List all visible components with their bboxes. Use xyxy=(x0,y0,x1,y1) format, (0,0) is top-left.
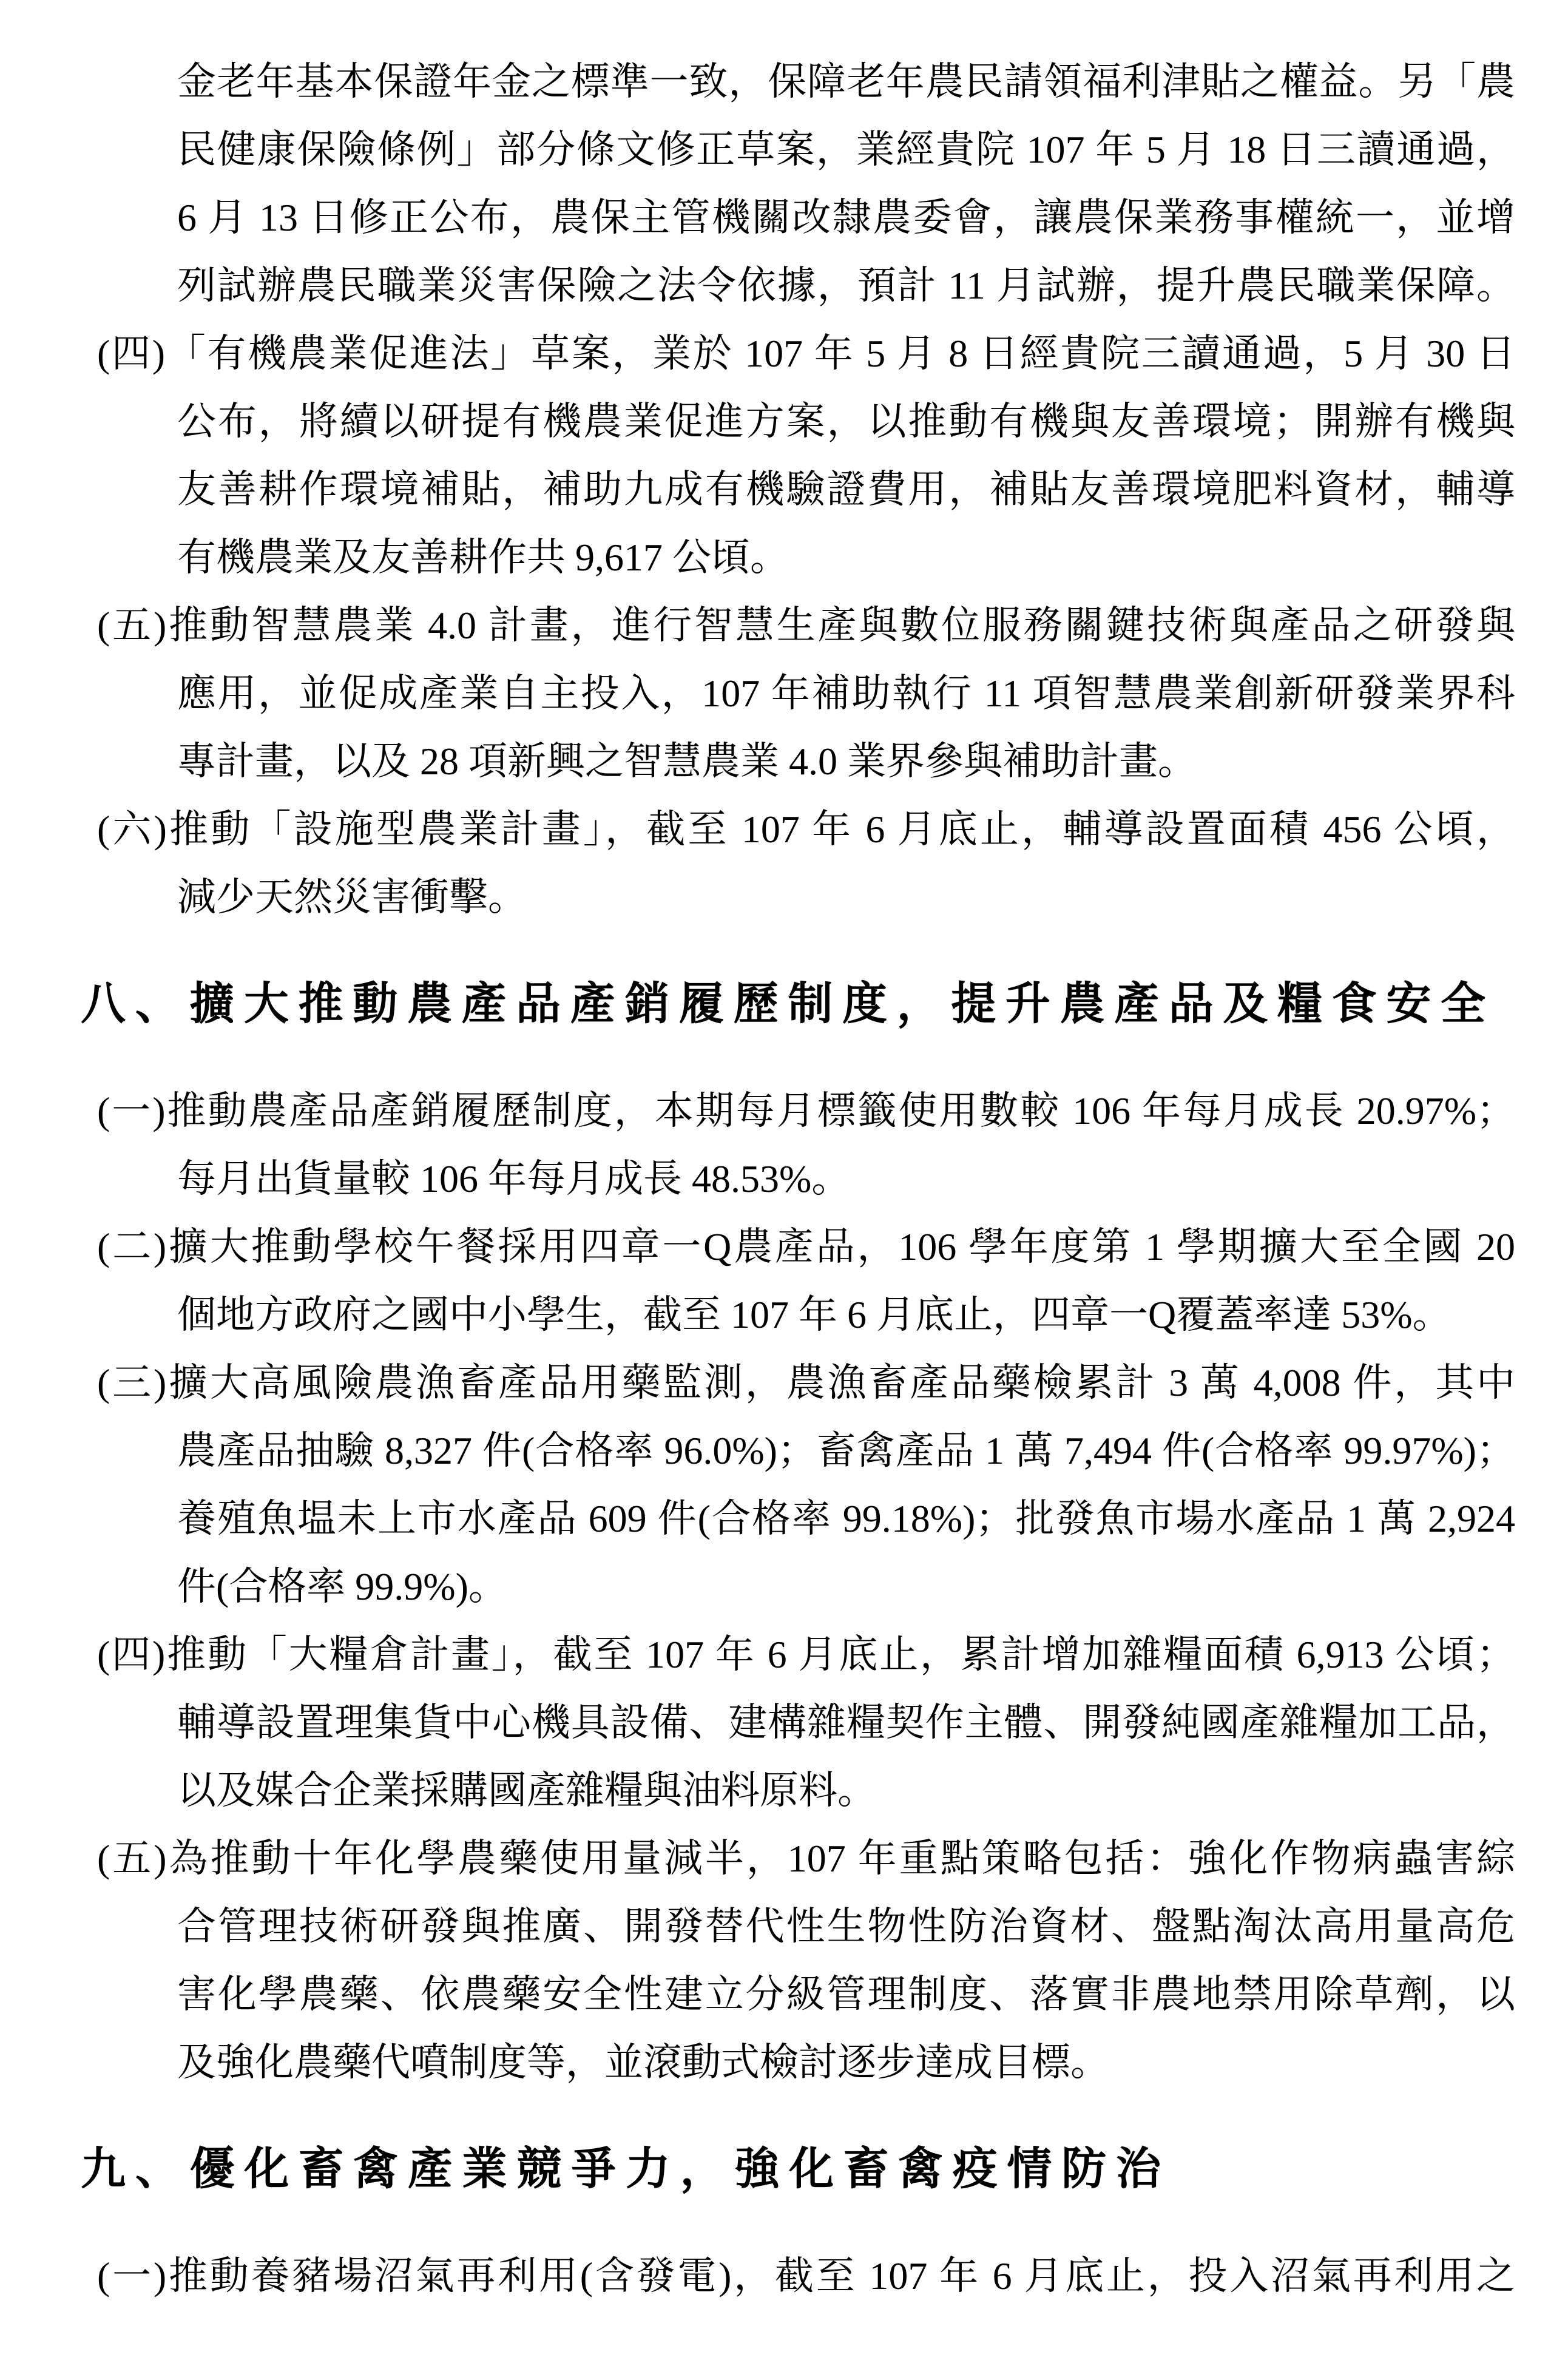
list-item-pre-6 xyxy=(97,796,1515,931)
text-line: 養殖魚塭未上市水產品 609 件(合格率 99.18%)；批發魚市場水產品 1 萬 2,924 xyxy=(177,1497,1515,1540)
text-line: 公布，將續以研提有機農業促進方案，以推動有機與友善環境；開辦有機與 xyxy=(177,400,1515,443)
item-marker: (二) xyxy=(97,1225,167,1268)
text-line xyxy=(97,592,1515,660)
text-line xyxy=(97,1077,1515,1145)
item-text: 推動養豬場沼氣再利用(含發電)，截至 107 年 6 月底止，投入沼氣再利用之 xyxy=(166,2254,1516,2297)
text-line: 輔導設置理集貨中心機具設備、建構雜糧契作主體、開發純國產雜糧加工品， xyxy=(177,1701,1515,1744)
item-text: 擴大推動學校午餐採用四章一Q農產品，106 學年度第 1 學期擴大至全國 20 xyxy=(166,1225,1516,1268)
item-marker: (三) xyxy=(97,1361,167,1404)
text-line xyxy=(97,1825,1515,1893)
item-text: 推動「大糧倉計畫」，截至 107 年 6 月底止，累計增加雜糧面積 6,913 公頃； xyxy=(165,1633,1515,1676)
item-marker: (五) xyxy=(97,604,167,647)
item-marker: (六) xyxy=(97,808,167,851)
item-marker: (五) xyxy=(97,1837,167,1880)
section-8-heading: 八、擴大推動農產品產銷履歷制度，提升農產品及糧食安全 xyxy=(81,979,1485,1029)
list-item-8-5 xyxy=(97,1825,1515,2097)
text-line: 害化學農藥、依農藥安全性建立分級管理制度、落實非農地禁用除草劑，以 xyxy=(177,1973,1515,2016)
list-item-9-1 xyxy=(97,2242,1515,2310)
section-9-heading: 九、優化畜禽產業競爭力，強化畜禽疫情防治 xyxy=(81,2145,1161,2194)
carryover-paragraph xyxy=(97,48,1515,320)
text-line: 減少天然災害衝擊。 xyxy=(177,876,527,919)
text-line: 件(合格率 99.9%)。 xyxy=(177,1565,507,1608)
text-line xyxy=(97,1621,1515,1689)
list-item-8-1 xyxy=(97,1077,1515,1213)
text-line: 金老年基本保證年金之標準一致，保障老年農民請領福利津貼之權益。另「農 xyxy=(177,60,1515,103)
text-line: 合管理技術研發與推廣、開發替代性生物性防治資材、盤點淘汰高用量高危 xyxy=(177,1905,1515,1948)
text-line: 及強化農藥代噴制度等，並滾動式檢討逐步達成目標。 xyxy=(177,2041,1109,2084)
text-line: 有機農業及友善耕作共 9,617 公頃。 xyxy=(177,536,789,579)
list-item-8-2 xyxy=(97,1213,1515,1349)
text-line xyxy=(97,1349,1515,1417)
text-line: 民健康保險條例」部分條文修正草案，業經貴院 107 年 5 月 18 日三讀通過， xyxy=(177,128,1515,171)
item-text: 「有機農業促進法」草案，業於 107 年 5 月 8 日經貴院三讀通過，5 月 30 日 xyxy=(165,332,1515,375)
item-marker: (一) xyxy=(97,2254,167,2297)
text-line xyxy=(97,2242,1515,2310)
text-line: 以及媒合企業採購國產雜糧與油料原料。 xyxy=(177,1769,876,1812)
text-line: 6 月 13 日修正公布，農保主管機關改隸農委會，讓農保業務事權統一，並增 xyxy=(177,196,1515,239)
text-line: 農產品抽驗 8,327 件(合格率 96.0%)；畜禽產品 1 萬 7,494 件(合格率 99.97%)； xyxy=(177,1429,1515,1472)
text-line: 友善耕作環境補貼，補助九成有機驗證費用，補貼友善環境肥料資材，輔導 xyxy=(177,468,1515,511)
item-marker: (四) xyxy=(97,1633,166,1676)
list-item-8-4 xyxy=(97,1621,1515,1825)
item-text: 推動農產品產銷履歷制度，本期每月標籤使用數較 106 年每月成長 20.97%； xyxy=(165,1089,1516,1132)
text-line xyxy=(97,320,1515,388)
list-item-8-3 xyxy=(97,1349,1515,1621)
list-item-pre-5 xyxy=(97,592,1515,796)
item-text: 擴大高風險農漁畜產品用藥監測，農漁畜產品藥檢累計 3 萬 4,008 件，其中 xyxy=(166,1361,1516,1404)
text-line xyxy=(97,796,1515,864)
item-text: 推動「設施型農業計畫」，截至 107 年 6 月底止，輔導設置面積 456 公頃， xyxy=(166,808,1516,851)
item-text: 推動智慧農業 4.0 計畫，進行智慧生產與數位服務關鍵技術與產品之研發與 xyxy=(166,604,1516,647)
item-text: 為推動十年化學農藥使用量減半，107 年重點策略包括：強化作物病蟲害綜 xyxy=(166,1837,1515,1880)
text-line: 專計畫，以及 28 項新興之智慧農業 4.0 業界參與補助計畫。 xyxy=(177,740,1197,783)
text-line: 列試辦農民職業災害保險之法令依據，預計 11 月試辦，提升農民職業保障。 xyxy=(177,264,1515,307)
list-item-pre-4 xyxy=(97,320,1515,592)
text-line xyxy=(97,1213,1515,1281)
item-marker: (一) xyxy=(97,1089,166,1132)
text-line: 個地方政府之國中小學生，截至 107 年 6 月底止，四章一Q覆蓋率達 53%。 xyxy=(177,1293,1451,1336)
text-line: 應用，並促成產業自主投入，107 年補助執行 11 項智慧農業創新研發業界科 xyxy=(177,672,1515,715)
text-line: 每月出貨量較 106 年每月成長 48.53%。 xyxy=(177,1157,851,1200)
item-marker: (四) xyxy=(97,332,166,375)
